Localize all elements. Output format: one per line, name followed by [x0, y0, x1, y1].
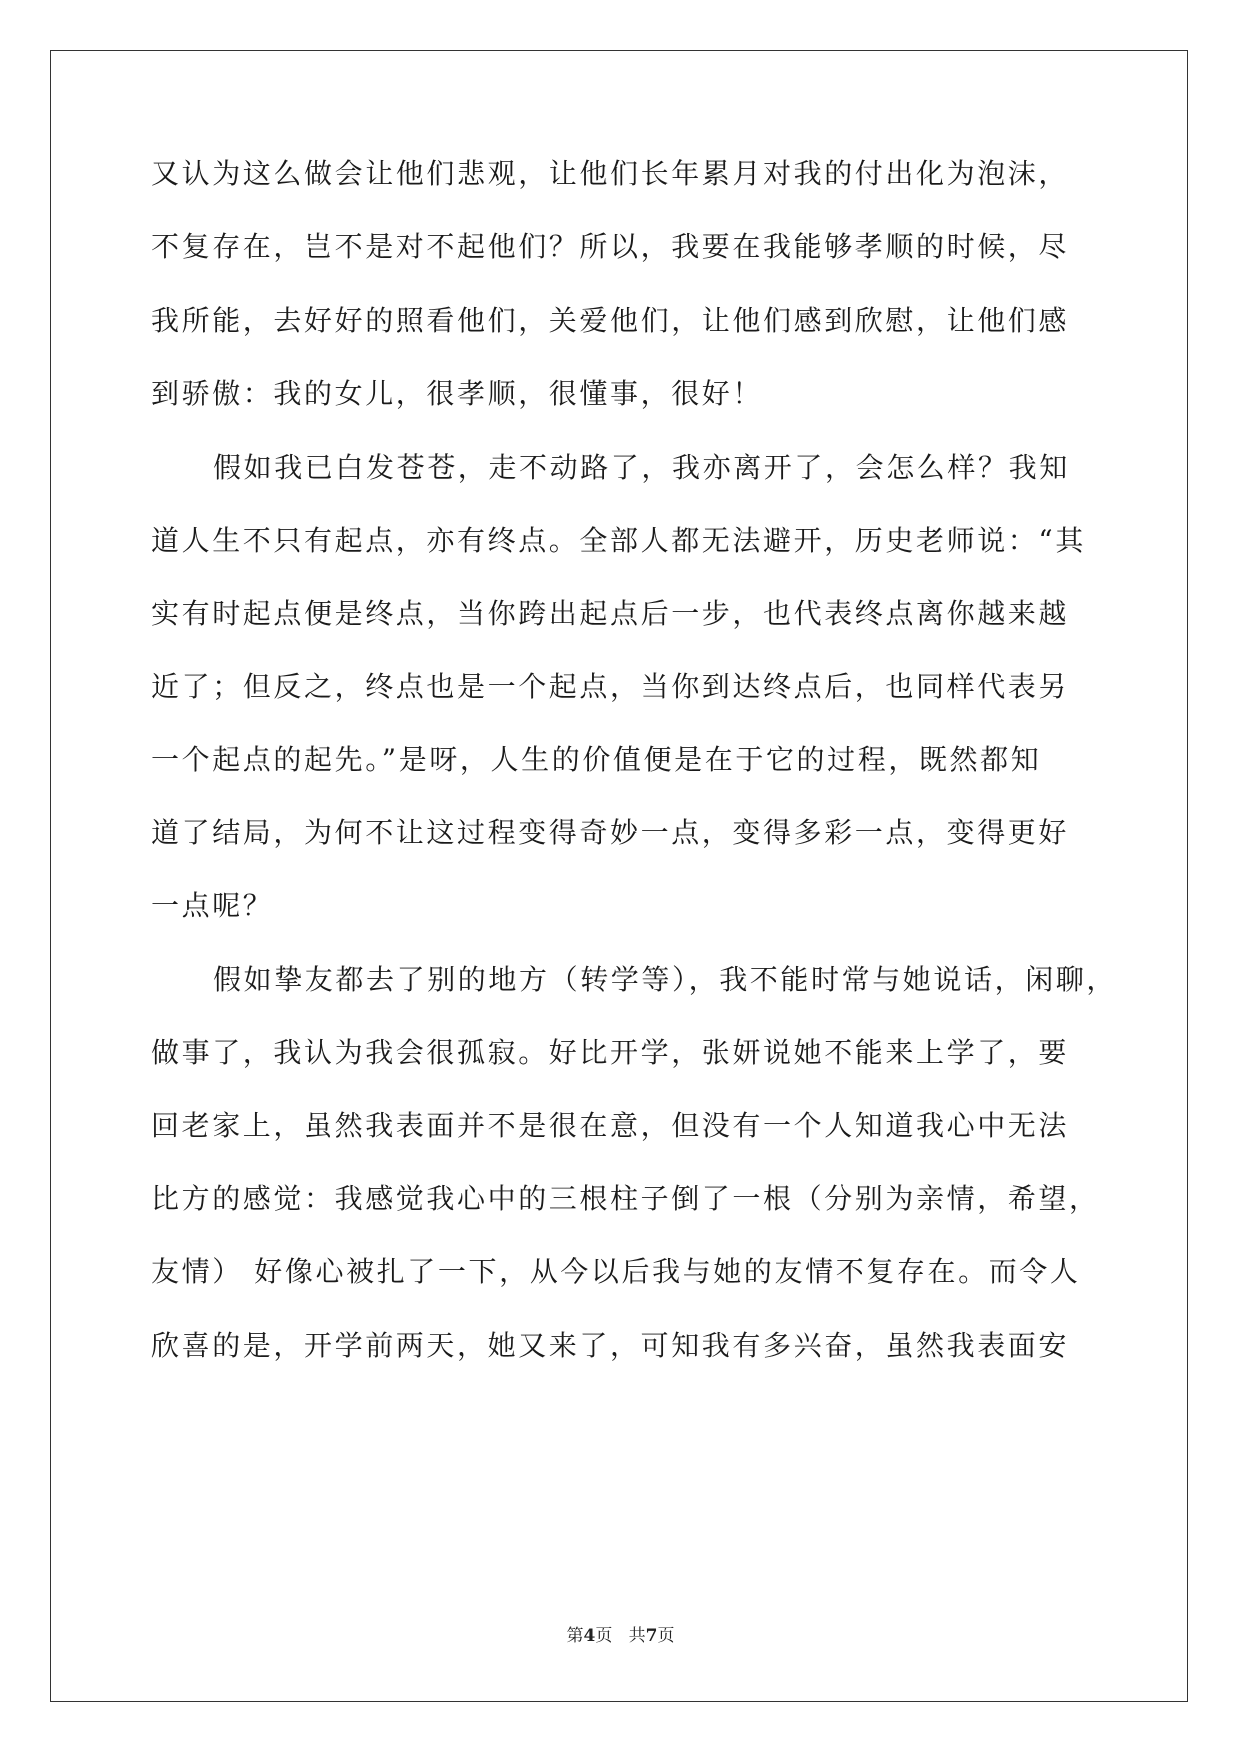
- page-total: [629, 1626, 675, 1646]
- page-border: [50, 50, 1188, 1702]
- text-line: 友情） 好像心被扎了一下，从今以后我与她的友情不复存在。而令人: [151, 1255, 1081, 1288]
- page-prefix: 第: [566, 1626, 584, 1646]
- page-footer: [0, 1624, 1241, 1648]
- text-line: 道了结局，为何不让这过程变得奇妙一点，变得多彩一点，变得更好: [151, 816, 1070, 849]
- text-line: 一个起点的起先。”是呀，人生的价值便是在于它的过程，既然都知: [151, 743, 1042, 776]
- text-line: 到骄傲：我的女儿，很孝顺，很懂事，很好！: [151, 377, 764, 410]
- text-line: 不复存在，岂不是对不起他们？所以，我要在我能够孝顺的时候，尽: [151, 230, 1070, 263]
- total-pages: 7: [645, 1626, 658, 1646]
- text-line: 又认为这么做会让他们悲观，让他们长年累月对我的付出化为泡沫，: [151, 157, 1070, 190]
- current-page: 4: [583, 1626, 596, 1646]
- text-line: 回老家上，虽然我表面并不是很在意，但没有一个人知道我心中无法: [151, 1109, 1070, 1142]
- text-line: 近了；但反之，终点也是一个起点，当你到达终点后，也同样代表另: [151, 670, 1070, 703]
- paragraph-start-line: 假如挚友都去了别的地方（转学等），我不能时常与她说话，闲聊，: [213, 963, 1118, 996]
- total-suffix: 页: [657, 1626, 675, 1646]
- page-suffix: 页: [595, 1626, 613, 1646]
- text-line: 做事了，我认为我会很孤寂。好比开学，张妍说她不能来上学了，要: [151, 1036, 1070, 1069]
- text-line: 比方的感觉：我感觉我心中的三根柱子倒了一根（分别为亲情，希望，: [151, 1182, 1100, 1215]
- paragraph-start-line: 假如我已白发苍苍，走不动路了，我亦离开了，会怎么样？我知: [213, 451, 1070, 484]
- text-line: 道人生不只有起点，亦有终点。全部人都无法避开，历史老师说：“其: [151, 524, 1086, 557]
- text-line: 一点呢？: [151, 889, 274, 922]
- total-prefix: 共: [628, 1626, 646, 1646]
- page-number: [567, 1626, 613, 1646]
- text-line: 我所能，去好好的照看他们，关爱他们，让他们感到欣慰，让他们感: [151, 304, 1070, 337]
- text-line: 欣喜的是，开学前两天，她又来了，可知我有多兴奋，虽然我表面安: [151, 1329, 1070, 1362]
- text-line: 实有时起点便是终点，当你跨出起点后一步，也代表终点离你越来越: [151, 597, 1070, 630]
